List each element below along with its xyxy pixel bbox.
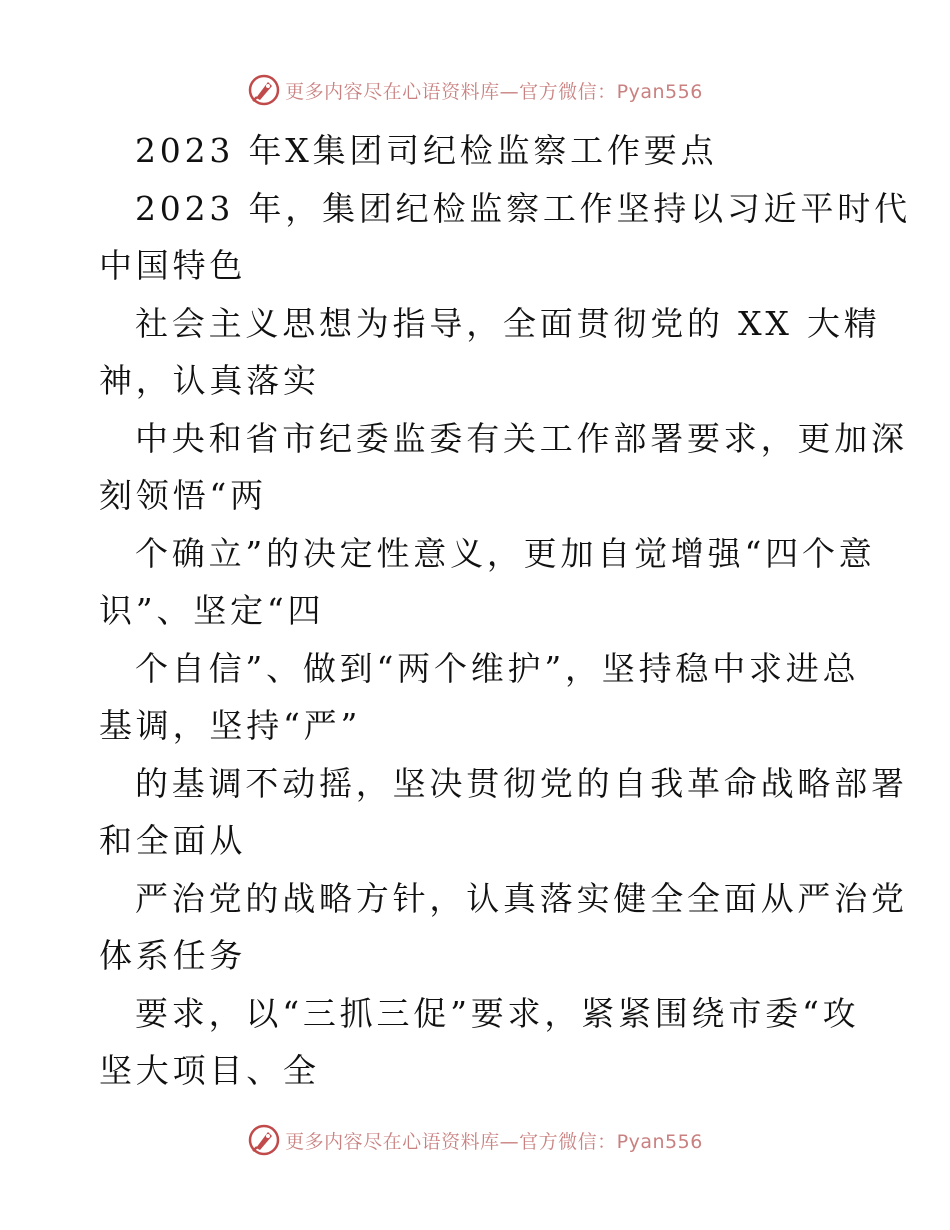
paragraph-line: 2023 年，集团纪检监察工作坚持以习近平时代 xyxy=(135,188,911,228)
paragraph-line: 基调，坚持“严” xyxy=(99,706,362,745)
paragraph-line: 神，认真落实 xyxy=(99,361,320,400)
paragraph-line: 体系任务 xyxy=(99,936,247,975)
document-title: 2023 年X集团司纪检监察工作要点 xyxy=(135,131,718,170)
paragraph-line: 刻领悟“两 xyxy=(99,476,267,515)
paragraph-line: 的基调不动摇，坚决贯彻党的自我革命战略部署 xyxy=(135,763,908,803)
paragraph-line: 中央和省市纪委监委有关工作部署要求，更加深 xyxy=(135,418,908,458)
header-banner xyxy=(0,70,950,110)
pen-nib-logo-icon xyxy=(247,1123,281,1157)
paragraph-line: 严治党的战略方针，认真落实健全全面从严治党 xyxy=(135,878,908,918)
pen-nib-logo-icon xyxy=(247,73,281,107)
document-body xyxy=(99,122,911,1100)
paragraph-line: 要求，以“三抓三促”要求，紧紧围绕市委“攻 xyxy=(135,993,860,1033)
header-banner-text: 更多内容尽在心语资料库—官方微信：Pyan556 xyxy=(285,80,703,103)
paragraph-line: 识”、坚定“四 xyxy=(99,591,325,630)
paragraph-line: 个自信”、做到“两个维护”，坚持稳中求进总 xyxy=(135,648,860,688)
footer-banner xyxy=(0,1120,950,1160)
paragraph-line: 社会主义思想为指导，全面贯彻党的 XX 大精 xyxy=(135,303,881,343)
paragraph-line: 个确立”的决定性意义，更加自觉增强“四个意 xyxy=(135,533,876,573)
footer-banner-text: 更多内容尽在心语资料库—官方微信：Pyan556 xyxy=(285,1130,703,1153)
paragraph-line: 坚大项目、全 xyxy=(99,1051,320,1090)
paragraph-line: 和全面从 xyxy=(99,821,247,860)
paragraph-line: 中国特色 xyxy=(99,246,247,285)
